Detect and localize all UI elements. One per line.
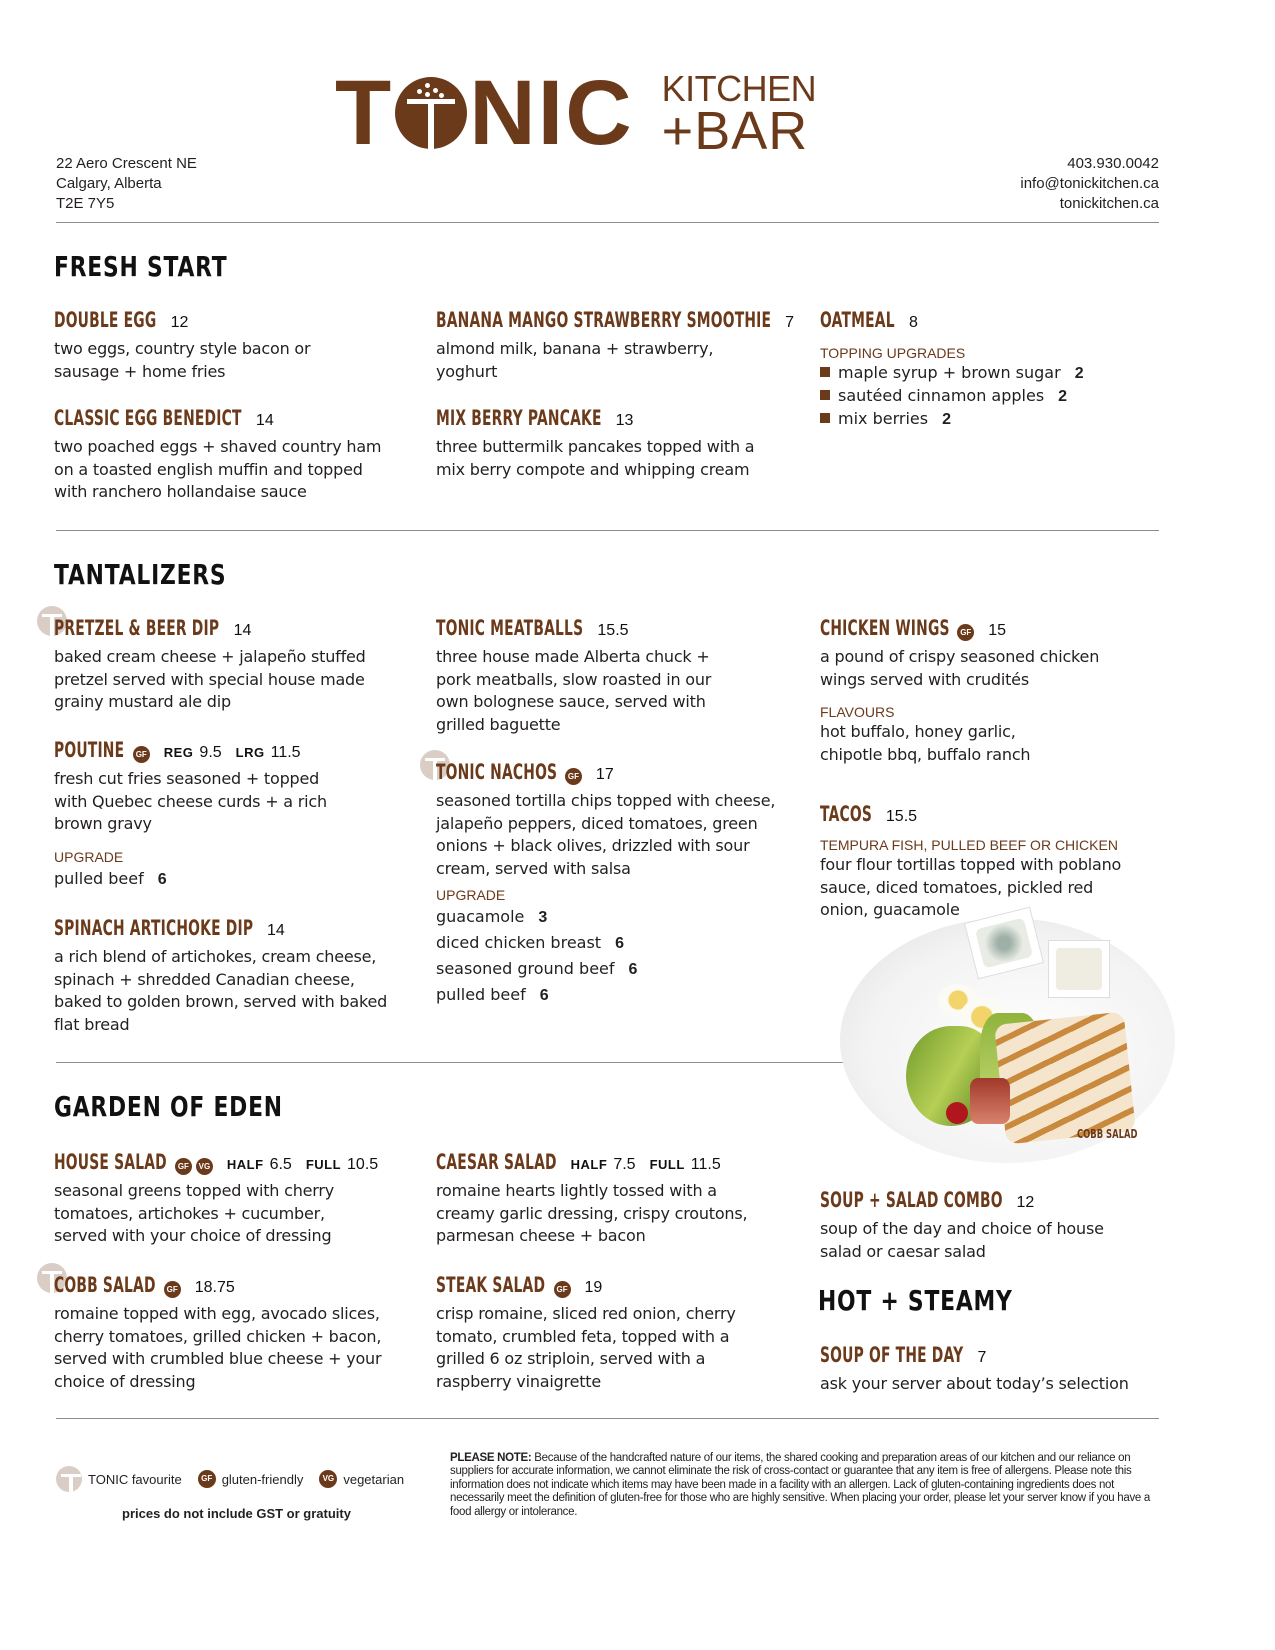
- divider: [56, 1418, 1159, 1419]
- menu-item-soup-salad-combo: SOUP + SALAD COMBO 12 soup of the day and choice of house salad or caesar salad: [820, 1188, 1104, 1261]
- menu-item-house-salad: HOUSE SALAD GF VG HALF 6.5 FULL 10.5 seasonal greens topped with cherry tomatoes, artichokes + cucumber, served with your choice of dressing: [54, 1150, 379, 1245]
- menu-item-pretzel-beer-dip: PRETZEL & BEER DIP 14 baked cream cheese + jalapeño stuffed pretzel served with special house made grainy mustard ale dip: [54, 616, 366, 711]
- menu-item-oatmeal: OATMEAL 8 TOPPING UPGRADES maple syrup + brown sugar 2 sautéed cinnamon apples 2 mix berries 2: [820, 308, 1084, 428]
- tonic-tree-icon: [395, 77, 467, 149]
- gluten-friendly-icon: GF: [565, 768, 582, 785]
- menu-item-poutine: POUTINE GF REG 9.5 LRG 11.5 fresh cut fries seasoned + topped with Quebec cheese curds + a rich brown gravy UPGRADE pulled beef 6: [54, 738, 327, 888]
- photo-caption: COBB SALAD: [1077, 1127, 1138, 1141]
- email-link[interactable]: info@tonickitchen.ca: [1020, 175, 1159, 192]
- tonic-favourite-icon: [56, 1466, 82, 1492]
- section-title-fresh-start: FRESH START: [54, 250, 228, 283]
- menu-item-smoothie: BANANA MANGO STRAWBERRY SMOOTHIE 7 almond milk, banana + strawberry, yoghurt: [436, 308, 795, 381]
- logo-subtitle: KITCHEN +BAR: [661, 68, 817, 161]
- gluten-friendly-icon: GF: [198, 1470, 216, 1488]
- vegetarian-icon: VG: [319, 1470, 337, 1488]
- bullet-icon: [820, 413, 830, 423]
- address-block: 22 Aero Crescent NE Calgary, Alberta T2E 7Y5: [56, 155, 197, 212]
- menu-item-chicken-wings: CHICKEN WINGS GF 15 a pound of crispy seasoned chicken wings served with crudités FLAVOURS hot buffalo, honey garlic, chipotle bbq, buffalo ranch: [820, 616, 1100, 764]
- website-link[interactable]: tonickitchen.ca: [1059, 195, 1159, 212]
- section-title-tantalizers: TANTALIZERS: [54, 558, 227, 591]
- menu-item-steak-salad: STEAK SALAD GF 19 crisp romaine, sliced red onion, cherry tomato, crumbled feta, topped with a grilled 6 oz striploin, served with a raspberry vinaigrette: [436, 1273, 736, 1391]
- menu-item-cobb-salad: COBB SALAD GF 18.75 romaine topped with egg, avocado slices, cherry tomatoes, grilled chicken + bacon, served with crumbled blue cheese + your choice of dressing: [54, 1273, 382, 1391]
- gluten-friendly-icon: GF: [554, 1281, 571, 1298]
- logo-wordmark: T NIC: [335, 62, 634, 164]
- menu-item-caesar-salad: CAESAR SALAD HALF 7.5 FULL 11.5 romaine hearts lightly tossed with a creamy garlic dressing, crispy croutons, parmesan cheese + bacon: [436, 1150, 748, 1245]
- menu-item-tonic-nachos: TONIC NACHOS GF 17 seasoned tortilla chips topped with cheese, jalapeño peppers, diced tomatoes, green onions + black olives, drizzled with sour cream, served with salsa UPGRADE guacamole 3 diced chicken breast 6 seasoned ground beef 6 pulled beef 6: [436, 760, 776, 1004]
- menu-item-double-egg: DOUBLE EGG 12 two eggs, country style bacon or sausage + home fries: [54, 308, 311, 381]
- bullet-icon: [820, 390, 830, 400]
- menu-item-mix-berry-pancake: MIX BERRY PANCAKE 13 three buttermilk pancakes topped with a mix berry compote and whipping cream: [436, 406, 755, 479]
- phone[interactable]: 403.930.0042: [1067, 155, 1159, 172]
- menu-item-tonic-meatballs: TONIC MEATBALLS 15.5 three house made Alberta chuck + pork meatballs, slow roasted in our own bolognese sauce, served with grilled baguette: [436, 616, 712, 734]
- divider: [56, 222, 1159, 223]
- gst-note: prices do not include GST or gratuity: [122, 1506, 351, 1521]
- gluten-friendly-icon: GF: [175, 1158, 192, 1175]
- menu-item-classic-egg-benedict: CLASSIC EGG BENEDICT 14 two poached eggs + shaved country ham on a toasted english muffin and topped with ranchero hollandaise sauce: [54, 406, 382, 501]
- bullet-icon: [820, 367, 830, 377]
- gluten-friendly-icon: GF: [957, 624, 974, 641]
- allergen-note: PLEASE NOTE: Because of the handcrafted nature of our items, the shared cooking and preparation areas of our kitchen and our reliance on suppliers for accurate information, we cannot eliminate the risk of cross-contact or guarantee that any item is free of allergens. Please note this information does not indicate which items may have been made in a facility with an allergen. Lack of gluten-containing ingredients does not necessarily meet the definition of gluten-free for those who are highly sensitive. When placing your order, please let your server know if you have a food allergy or intolerance.: [450, 1452, 1151, 1518]
- brand-logo: [335, 62, 817, 164]
- menu-item-tacos: TACOS 15.5 TEMPURA FISH, PULLED BEEF OR CHICKEN four flour tortillas topped with poblano sauce, diced tomatoes, pickled red onion, guacamole: [820, 802, 1122, 919]
- menu-item-soup-of-the-day: SOUP OF THE DAY 7 ask your server about today’s selection: [820, 1343, 1129, 1393]
- gluten-friendly-icon: GF: [164, 1281, 181, 1298]
- menu-item-spinach-artichoke-dip: SPINACH ARTICHOKE DIP 14 a rich blend of artichokes, cream cheese, spinach + shredded Canadian cheese, baked to golden brown, served with baked flat bread: [54, 916, 388, 1034]
- vegetarian-icon: VG: [196, 1158, 213, 1175]
- section-title-hot-steamy: HOT + STEAMY: [818, 1284, 1013, 1317]
- divider: [56, 530, 1159, 531]
- contact-block: [1020, 154, 1159, 214]
- legend: TONIC favourite GF gluten-friendly VG vegetarian: [56, 1466, 404, 1492]
- gluten-friendly-icon: GF: [133, 746, 150, 763]
- divider: [56, 1062, 846, 1063]
- dressing-cup: [1048, 940, 1110, 998]
- section-title-garden-of-eden: GARDEN OF EDEN: [54, 1090, 283, 1123]
